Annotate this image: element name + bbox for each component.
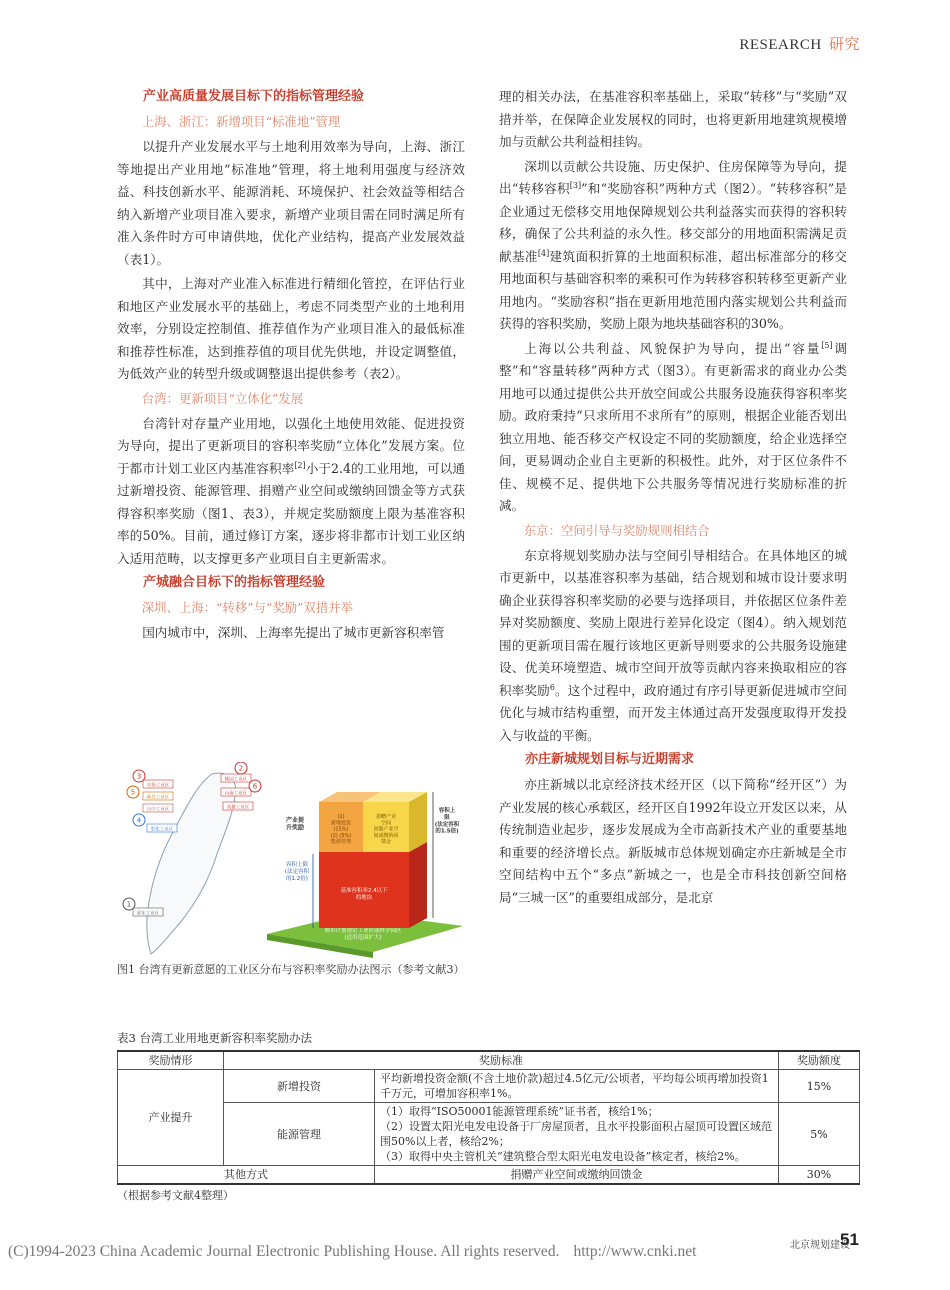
subsection-heading: 东京：空间引导与奖励规则相结合 (523, 522, 710, 538)
table-row (118, 1166, 860, 1185)
table-cell: 捐赠产业空间或缴纳回馈金 (375, 1166, 779, 1185)
ground-label: 都市计划规定工业区或科学园区(适用范围扩大) (324, 928, 402, 941)
reference-mark: [4] (537, 248, 550, 258)
paragraph: 台湾针对存量产业用地，以强化土地使用效能、促进投资为导向，提出了更新项目的容积率奖励“立体化”发展方案。位于都市计划工业区内基准容积率[2]小于2.4的工业用地，可以通过新增投资、能源管理、捐赠产业空间或缴纳回馈金等方式获得容积率奖励（图1、表3），并规定奖励额度上限为基准容积率的50%。目前，通过修订方案，逐步将非都市计划工业区纳入适用范畴，以支撑更多产业项目自主更新需求。 (117, 415, 466, 566)
table-cell: 5% (779, 1103, 860, 1166)
section-heading: 产业高质量发展目标下的指标管理经验 (143, 89, 365, 104)
journal-name: 北京规划建设 (790, 1240, 850, 1251)
page-header (739, 33, 860, 54)
table-row (118, 1070, 860, 1103)
right-column (499, 86, 847, 911)
map-label: 屏东工业区 (136, 911, 160, 917)
base-block-label: 基准容积率2.4以下的地块 (340, 888, 388, 901)
subsection-heading: 深圳、上海：“转移”与“奖励”双措并举 (141, 600, 353, 615)
subsection-heading: 台湾：更新项目“立体化”发展 (141, 390, 304, 406)
table-cell: 平均新增投资金额(不含土地价款)超过4.5亿元/公顷者，平均每公顷再增加投资1千万元，可增加容积率1%。 (375, 1070, 779, 1103)
map-label: 高雄工业区 (226, 805, 250, 811)
upper-right-label: 捐赠产业空间回馈产业空间或缴纳回馈金 (373, 814, 399, 845)
map-label: 新竹工业区 (146, 795, 170, 801)
paragraph: 东京将规划奖励办法与空间引导相结合。在具体地区的城市更新中，以基准容积率为基础，结合规划和城市设计要求明确企业获得容积率奖励的必要与选择项目，并依据区位条件差异对奖励额度、奖励上限进行差异化设定（图4）。纳入规划范围的更新项目需在履行该地区更新导则要求的公共服务设施建设、优美环境塑造、城市空间开放等贡献内容来换取相应的容积率奖励$^6$。这个过程中，政府通过有序引导更新促进城市空间优化与城市结构重塑，而开发主体通过高开发强度取得开发投入与收益的平衡。 (499, 547, 848, 743)
cap-label-upper: 容积上限(法定容积的1.5倍) (434, 808, 460, 835)
copyright-footer: (C)1994-2023 China Academic Journal Electronic Publishing House. All rights reserved. http://www.cnki.net (8, 1243, 697, 1260)
reward-label: 产业提升奖励 (285, 817, 305, 832)
header-section-en: RESEARCH (739, 37, 822, 53)
map-number: 4 (136, 816, 142, 825)
section-heading: 产城融合目标下的指标管理经验 (143, 575, 326, 590)
reference-mark: [2] (294, 460, 306, 470)
paragraph: 深圳以贡献公共设施、历史保护、住房保障等为导向，提出“转移容积[3]”和“奖励容积”两种方式（图2）。“转移容积”是企业通过无偿移交用地保障规划公共利益落实而获得的容积转移，确保了公共利益的永久性。移交部分的用地面积需满足贡献基准[4]建筑面积折算的土地面积标准，超出标准部分的移交用地面积与基础容积率的乘积可作为转移容积转移至更新产业用地内。“奖励容积”指在更新用地范围内落实规划公共利益而获得的容积奖励，奖励上限为地块基础容积的30%。 (499, 158, 848, 331)
table-cell: 产业提升 (118, 1070, 224, 1166)
map-number: 3 (136, 772, 142, 781)
paragraph: 理的相关办法，在基准容积率基础上，采取“转移”与“奖励”双措并举，在保障企业发展权的同时，也将更新用地建筑规模增加与贡献公共利益相挂钩。 (499, 89, 847, 149)
cap-label-lower: 容积上限(法定容积的1.2倍) (284, 862, 310, 882)
figure-caption: 图1 台湾有更新意愿的工业区分布与容积率奖励办法图示（参考文献3） (117, 963, 465, 976)
map-label: 彰化工业区 (150, 827, 174, 833)
left-column (117, 86, 465, 647)
cnki-link[interactable]: http://www.cnki.net (573, 1243, 697, 1260)
subsection-heading: 上海、浙江：新增项目“标准地”管理 (141, 114, 341, 129)
table-row (118, 1103, 860, 1166)
table-cell: 其他方式 (118, 1166, 375, 1185)
map-number: 2 (238, 764, 244, 773)
table-header: 奖励标准 (224, 1051, 779, 1070)
table-cell: （1）取得“ISO50001能源管理系统”证书者，核给1%； （2）设置太阳光电发电设备于厂房屋顶者，且水平投影面积占屋顶可设置区域范围50%以上者，核给2%； （3）取得中央主管机关“建筑整合型太阳光电发电设备”核定者，核给2%。 (375, 1103, 779, 1166)
paragraph: 以提升产业发展水平与土地利用效率为导向，上海、浙江等地提出产业用地“标准地”管理，将土地利用强度与经济效益、科技创新水平、能源消耗、环境保护、社会效益等相结合纳入新增产业项目准入要求，新增产业项目需在同时满足所有准入条件时方可申请供地，优化产业结构，提高产业发展效益（表1）。 (117, 139, 465, 267)
paragraph: 国内城市中，深圳、上海率先提出了城市更新容积率管 (142, 625, 445, 640)
paragraph: 其中，上海对产业准入标准进行精细化管控，在评估行业和地区产业发展水平的基础上，考虑不同类型产业的土地利用效率，分别设定控制值、推荐值作为产业项目准入的最低标准和推荐性标准，达到推荐值的项目优先供地，并设定调整值，为低效产业的转型升级或调整退出提供参考（表2）。 (117, 276, 465, 381)
section-heading: 亦庄新城规划目标与近期需求 (525, 752, 695, 767)
table-cell: 能源管理 (224, 1103, 375, 1166)
table-cell: 15% (779, 1070, 860, 1103)
reward-table (117, 1050, 860, 1185)
header-section-zh: 研究 (828, 35, 860, 53)
map-number: 1 (126, 900, 132, 909)
table-header: 奖励额度 (779, 1051, 860, 1070)
reference-mark: 6 (549, 682, 555, 692)
paragraph: 亦庄新城以北京经济技术经开区（以下简称“经开区”）为产业发展的核心承载区，经开区自1992年设立开发区以来，从传统制造业起步，逐步发展成为全市高新技术产业的重要基地和重要的经济增长点。新版城市总体规划确定亦庄新城是全市空间结构中五个“多点”新城之一，也是全市科技创新空间格局“三城一区”的重要组成部分，是北京 (499, 777, 847, 905)
figure-1 (117, 762, 465, 958)
map-label: 台中工业区 (146, 807, 170, 813)
reference-mark: [3] (569, 180, 582, 190)
paragraph: 上海以公共利益、风貌保护为导向，提出“容量[5]调整”和“容量转移”两种方式（图3）。有更新需求的商业办公类用地可以通过提供公共开放空间或公共服务设施获得容积率奖励。政府秉持“只求所用不求所有”的原则，根据企业能否划出独立用地、能否移交产权设定不同的奖励额度，给企业选择空间，更易调动企业自主更新的积极性。此外，对于区位条件不佳、规模不足、提供地下公共服务等情况进行奖励标准的折减。 (499, 340, 847, 513)
map-label: 台南工业区 (224, 791, 248, 797)
map-number: 5 (130, 788, 136, 797)
table-note: （根据参考文献4整理） (117, 1189, 234, 1202)
map-number: 6 (252, 782, 258, 791)
map-label: 桃园工业区 (224, 777, 248, 783)
table-title: 表3 台湾工业用地更新容积率奖励办法 (117, 1031, 312, 1045)
table-cell: 30% (779, 1166, 860, 1185)
upper-left-label: (1)新增投资(15%) (2) (5%)能源管理 (330, 814, 352, 845)
page-number: 51 (840, 1230, 859, 1249)
map-label: 中坜工业区 (146, 783, 170, 789)
table-cell: 新增投资 (224, 1070, 375, 1103)
reference-mark: [5] (821, 340, 833, 350)
table-header: 奖励情形 (118, 1051, 224, 1070)
